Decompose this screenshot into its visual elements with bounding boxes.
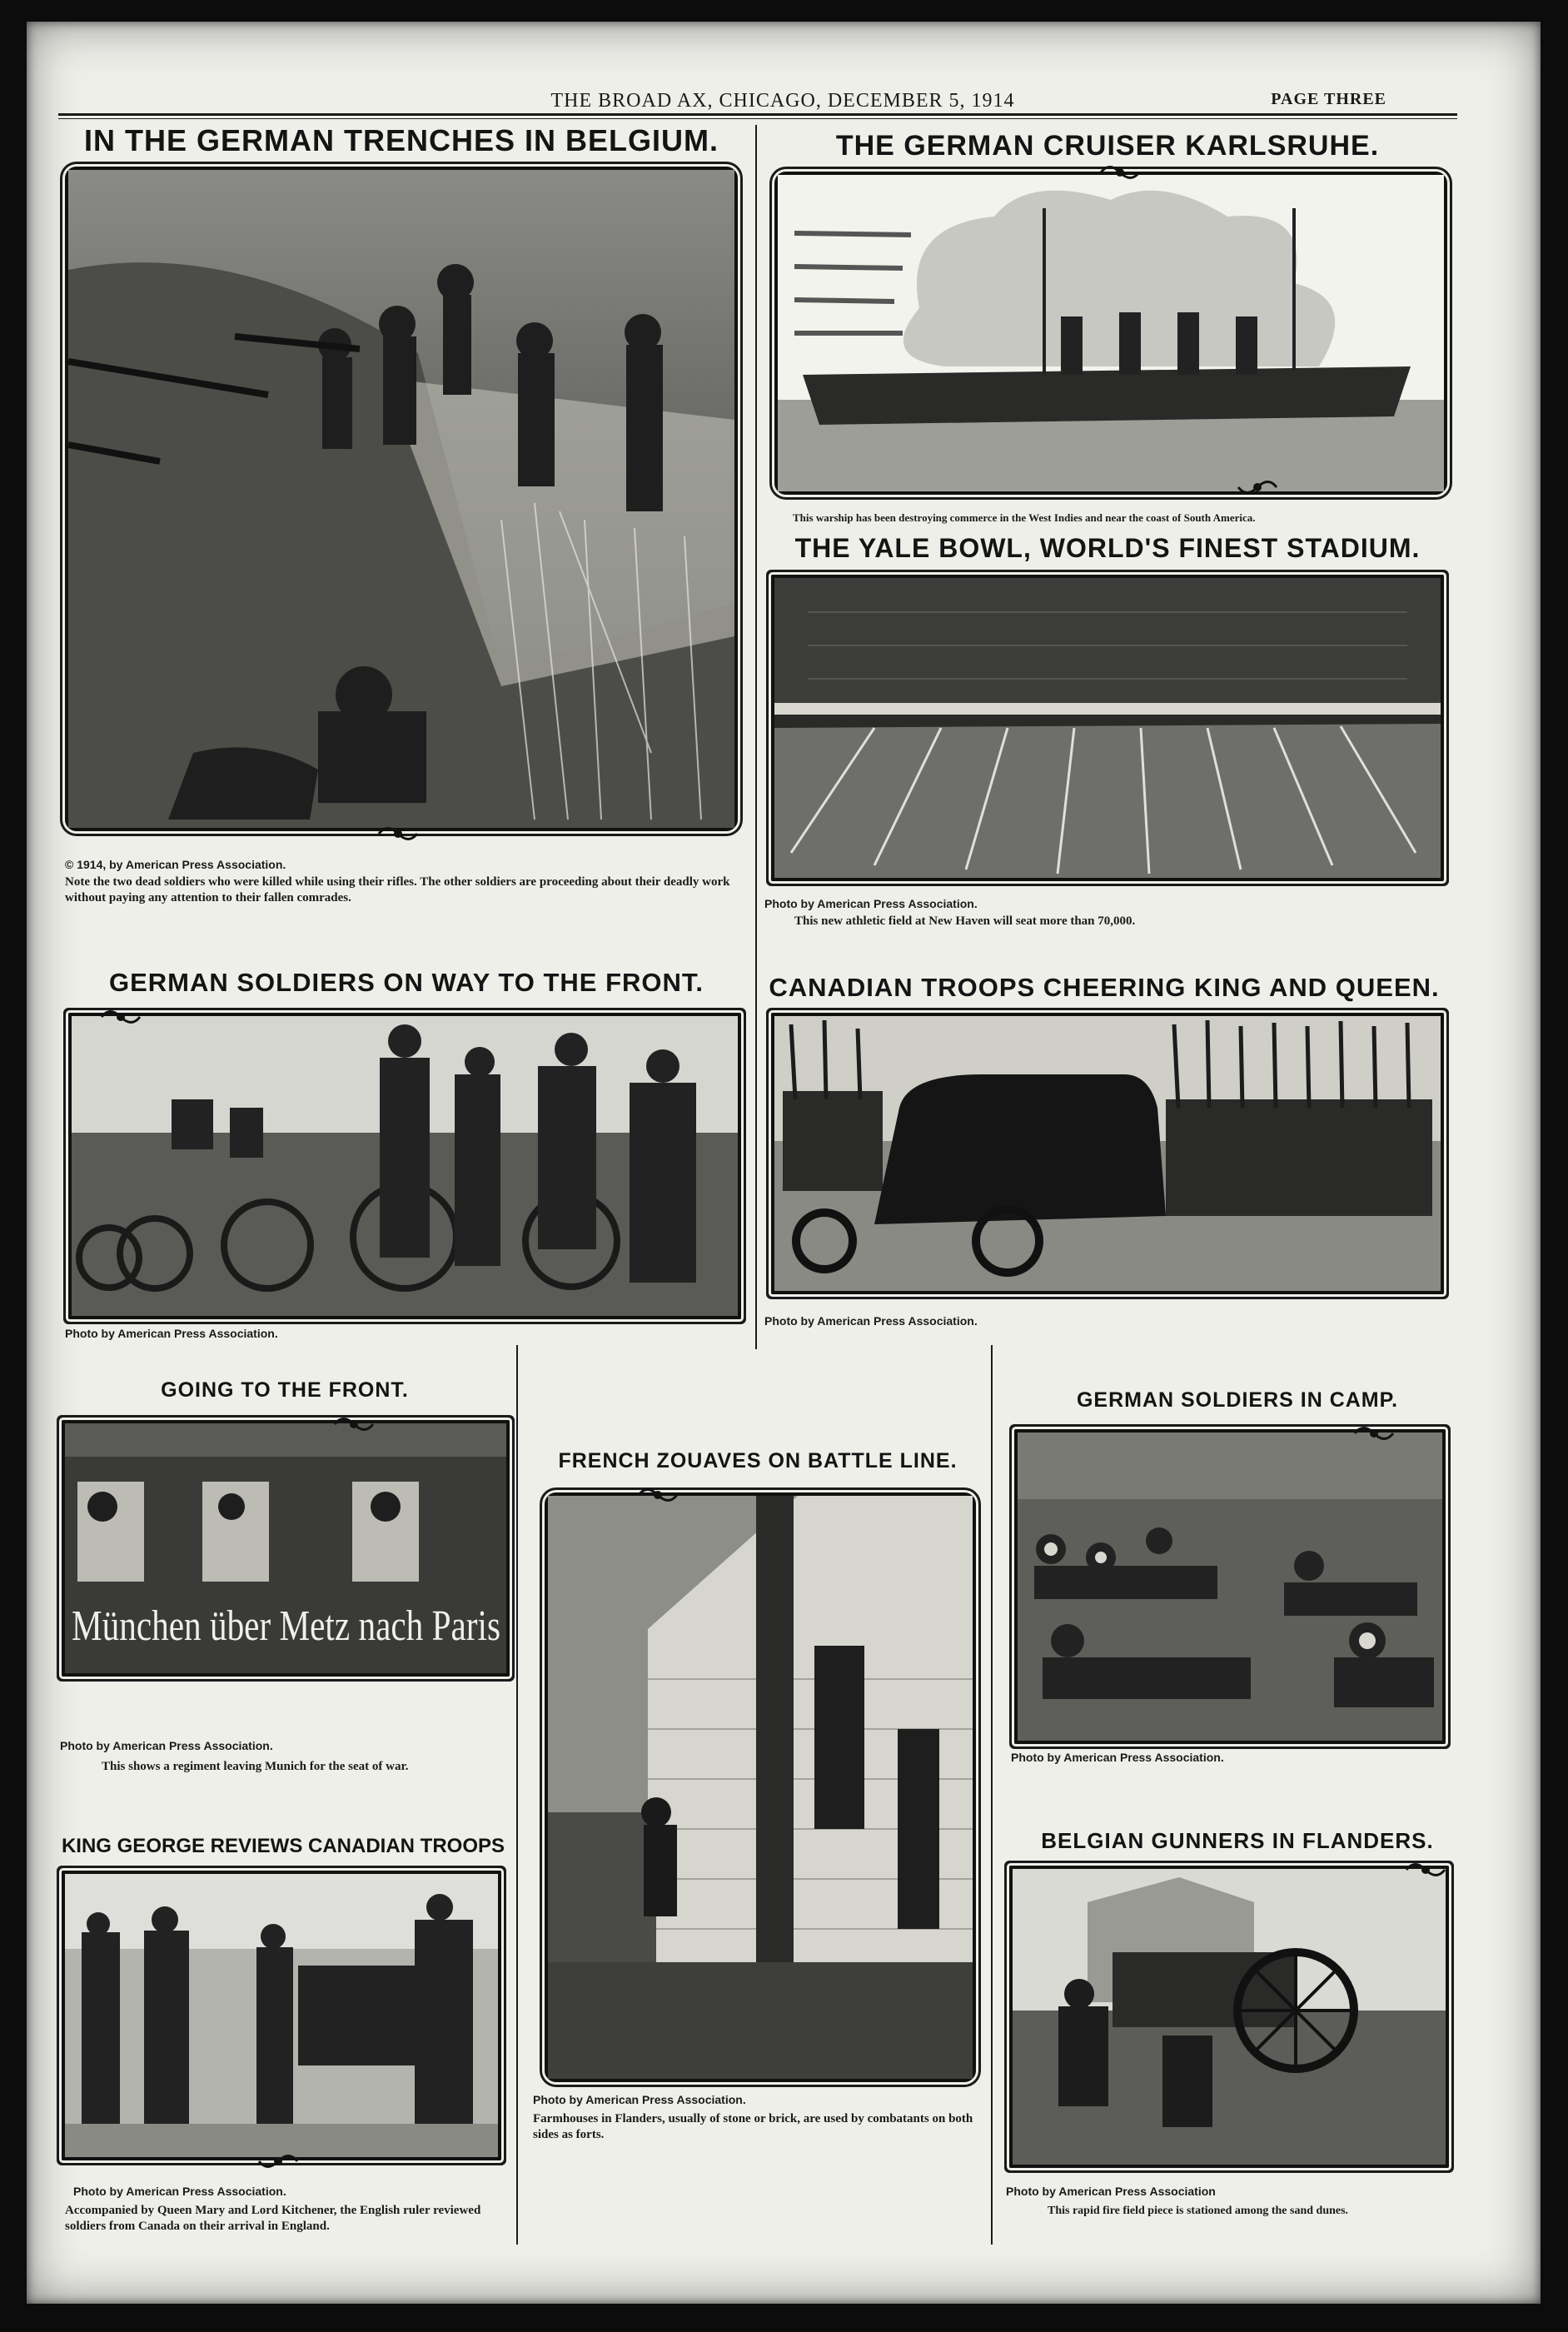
gunners-image [1013, 1869, 1446, 2165]
credit-trenches: © 1914, by American Press Association. [65, 858, 286, 871]
photo-german-trenches [65, 167, 738, 831]
headline-cruiser: THE GERMAN CRUISER KARLSRUHE. [835, 130, 1380, 162]
headline-yale: THE YALE BOWL, WORLD'S FINEST STADIUM. [794, 533, 1421, 563]
photo-farmhouse [545, 1492, 976, 2082]
photo-camp [1014, 1429, 1446, 1744]
farmhouse-image [548, 1496, 973, 2079]
ornament-icon [98, 1006, 143, 1028]
credit-to-front: Photo by American Press Association. [65, 1327, 278, 1340]
cruiser-image [778, 175, 1444, 491]
caption-zouaves: Farmhouses in Flanders, usually of stone or brick, are used by combatants on both sides as forts. [533, 2112, 973, 2141]
caption-going: This shows a regiment leaving Munich for the seat of war. [102, 1760, 409, 1773]
headline-camp: GERMAN SOLDIERS IN CAMP. [1076, 1388, 1399, 1412]
headline-king-george: KING GEORGE REVIEWS CANADIAN TROOPS [61, 1835, 505, 1857]
train-chalk-text: München über Metz nach Paris [72, 1602, 500, 1650]
headline-gunners: BELGIAN GUNNERS IN FLANDERS. [1041, 1828, 1434, 1853]
ornament-icon [1235, 476, 1280, 498]
column-rule-top [755, 125, 757, 1349]
trench-image [68, 170, 734, 828]
photo-king-george [62, 1871, 501, 2160]
headline-canadian: CANADIAN TROOPS CHEERING KING AND QUEEN. [769, 973, 1440, 1002]
ornament-icon [1403, 1859, 1448, 1881]
caption-trenches: Note the two dead soldiers who were killed while using their rifles. The other soldiers are proceeding about their deadly work without paying any attention to their fallen comrades. [65, 875, 730, 904]
credit-king-george: Photo by American Press Association. [73, 2185, 286, 2198]
credit-canadian: Photo by American Press Association. [764, 1314, 978, 1328]
photo-train [62, 1420, 510, 1677]
stadium-image [774, 578, 1441, 878]
ornament-icon [256, 2150, 301, 2172]
photo-soldiers-to-front [68, 1013, 741, 1319]
photo-yale-bowl [771, 575, 1444, 881]
headline-trenches: IN THE GERMAN TRENCHES IN BELGIUM. [83, 123, 719, 157]
camp-image [1018, 1433, 1442, 1741]
headline-going: GOING TO THE FRONT. [161, 1378, 409, 1402]
credit-yale: Photo by American Press Association. [764, 897, 978, 910]
ornament-icon [1351, 1423, 1396, 1444]
caption-gunners: This rapid fire field piece is stationed among the sand dunes. [1048, 2205, 1349, 2217]
masthead-line: THE BROAD AX, CHICAGO, DECEMBER 5, 1914 [550, 90, 1015, 112]
column-rule-right [991, 1345, 993, 2245]
canadian-image [774, 1016, 1441, 1291]
caption-yale: This new athletic field at New Haven will seat more than 70,000. [794, 914, 1136, 928]
credit-going: Photo by American Press Association. [60, 1739, 273, 1752]
ornament-icon [635, 1484, 680, 1506]
king-image [65, 1874, 498, 2157]
train-image [65, 1423, 506, 1673]
photo-cruiser-karlsruhe [774, 172, 1447, 495]
ornament-icon [331, 1413, 376, 1435]
headline-zouaves: FRENCH ZOUAVES ON BATTLE LINE. [558, 1449, 958, 1472]
caption-king-george: Accompanied by Queen Mary and Lord Kitchener, the English ruler reviewed soldiers from Canada on their arrival in England. [65, 2204, 481, 2233]
ornament-icon [376, 823, 421, 845]
credit-zouaves: Photo by American Press Association. [533, 2093, 746, 2106]
headline-to-front: GERMAN SOLDIERS ON WAY TO THE FRONT. [108, 968, 704, 997]
credit-gunners: Photo by American Press Association [1006, 2185, 1216, 2198]
masthead-rule [58, 113, 1457, 116]
credit-camp: Photo by American Press Association. [1011, 1751, 1224, 1764]
page-number: PAGE THREE [1271, 90, 1386, 108]
column-rule-left [516, 1345, 518, 2245]
caption-cruiser: This warship has been destroying commerce in the West Indies and near the coast of South America. [793, 511, 1256, 524]
masthead-rule-thin [58, 118, 1457, 119]
photo-canadian-troops [771, 1013, 1444, 1294]
soldiers-image [72, 1016, 738, 1316]
photo-belgian-gunners [1009, 1866, 1449, 2168]
ornament-icon [1098, 162, 1142, 183]
